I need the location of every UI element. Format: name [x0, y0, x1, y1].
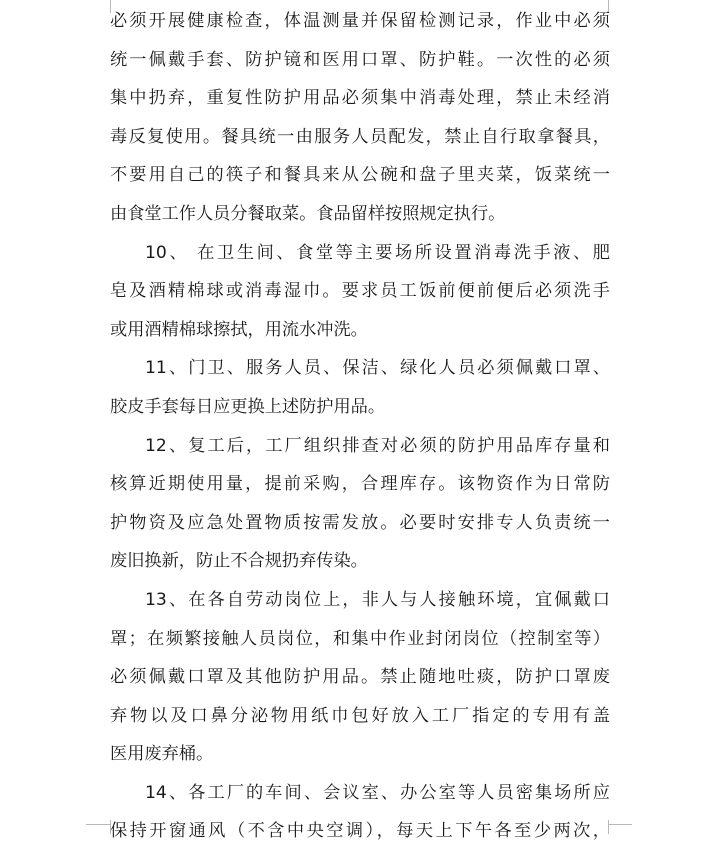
top-right-margin-mark	[608, 0, 623, 13]
paragraph-first-line: 14、各工厂的车间、会议室、办公室等人员密集场所应	[145, 782, 610, 803]
top-left-margin-mark	[96, 0, 111, 13]
bottom-right-margin-mark	[608, 820, 623, 834]
text-line: 不要用自己的筷子和餐具来从公碗和盘子里夹菜，饭菜统一	[110, 165, 610, 186]
text-line: 皂及酒精棉球或消毒湿巾。要求员工饭前便前便后必须洗手	[110, 281, 610, 302]
text-line: 毒反复使用。餐具统一由服务人员配发，禁止自行取拿餐具，	[110, 126, 610, 147]
text-line: 必须开展健康检查，体温测量并保留检测记录，作业中必须	[110, 11, 610, 31]
text-line: 集中扔弃，重复性防护用品必须集中消毒处理，禁止未经消	[110, 88, 610, 109]
text-line: 护物资及应急处置物质按需发放。必要时安排专人负责统一	[110, 512, 610, 533]
bottom-right-margin-mark-horizontal	[608, 824, 632, 825]
text-line: 核算近期使用量，提前采购，合理库存。该物资作为日常防	[110, 474, 610, 495]
text-line: 罩；在频繁接触人员岗位，和集中作业封闭岗位（控制室等）	[110, 628, 610, 649]
text-line: 胶皮手套每日应更换上述防护用品。	[110, 396, 386, 417]
text-line: 必须佩戴口罩及其他防护用品。禁止随地吐痰，防护口罩废	[110, 667, 610, 688]
bottom-left-margin-mark-horizontal	[86, 824, 110, 825]
text-line: 由食堂工作人员分餐取菜。食品留样按照规定执行。	[110, 203, 506, 224]
paragraph-first-line: 12、复工后，工厂组织排查对必须的防护用品库存量和	[145, 435, 610, 456]
text-line: 或用酒精棉球擦拭，用流水冲洗。	[110, 319, 368, 340]
bottom-left-margin-mark	[96, 820, 111, 834]
text-line: 弃物以及口鼻分泌物用纸巾包好放入工厂指定的专用有盖	[110, 705, 610, 726]
paragraph-first-line: 10、 在卫生间、食堂等主要场所设置消毒洗手液、肥	[145, 242, 610, 263]
text-line: 统一佩戴手套、防护镜和医用口罩、防护鞋。一次性的必须	[110, 49, 610, 70]
document-body	[110, 2, 610, 851]
text-line: 保持开窗通风（不含中央空调），每天上下午各至少两次，	[110, 821, 610, 842]
text-line: 医用废弃桶。	[110, 744, 214, 765]
paragraph-first-line: 11、门卫、服务人员、保洁、绿化人员必须佩戴口罩、	[145, 358, 610, 379]
paragraph-first-line: 13、在各自劳动岗位上，非人与人接触环境，宜佩戴口	[145, 589, 610, 610]
text-line: 废旧换新，防止不合规扔弃传染。	[110, 551, 368, 572]
